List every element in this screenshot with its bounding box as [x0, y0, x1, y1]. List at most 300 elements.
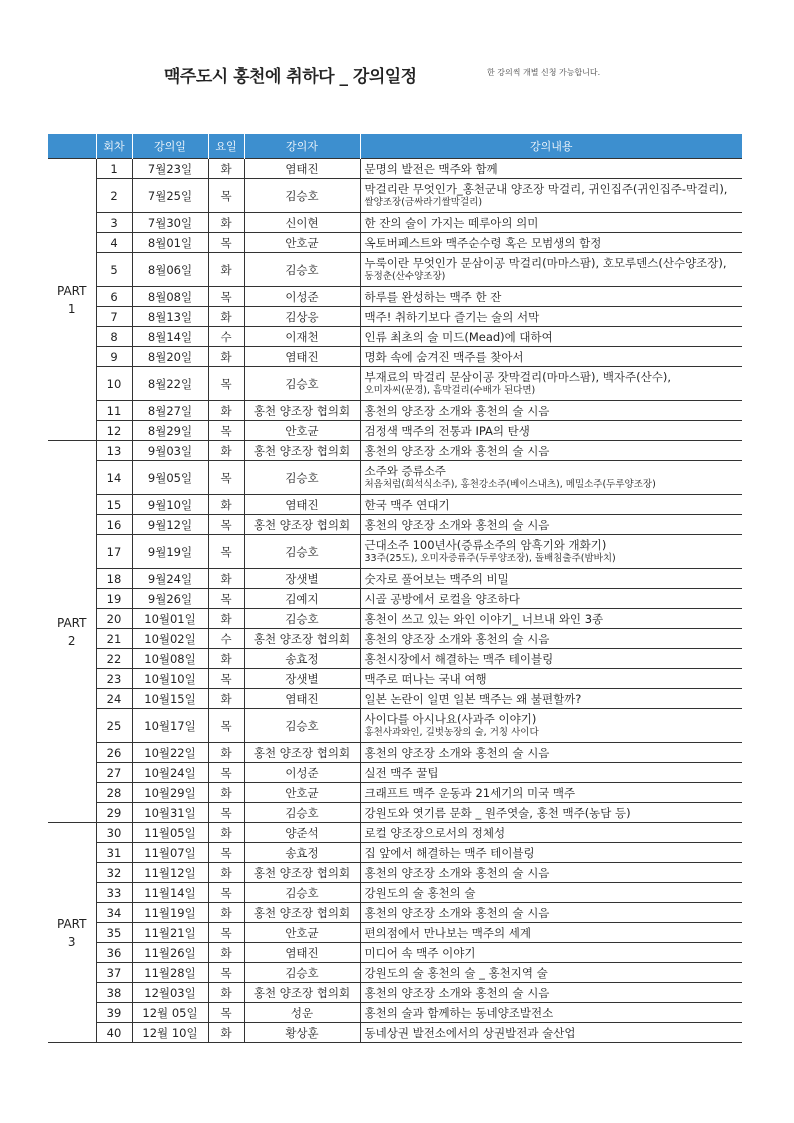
lecturer-cell: 홍천 양조장 협의회 [244, 863, 360, 883]
table-row [48, 367, 742, 401]
lecture-date-cell: 8월27일 [132, 401, 208, 421]
weekday-cell: 수 [208, 629, 244, 649]
lecturer-cell: 이재천 [244, 327, 360, 347]
lecture-content-cell [360, 609, 742, 629]
lecture-content-text: 홍천이 쓰고 있는 와인 이야기_ 너브내 와인 3종 [364, 611, 604, 626]
lecture-content-detail: 33주(25도), 오미자증류주(두루양조장), 돌배침출주(밤바치) [364, 553, 616, 564]
lecture-content-cell [360, 179, 742, 213]
lecturer-cell: 김승호 [244, 461, 360, 495]
lecture-content-cell [360, 159, 742, 179]
lecturer-cell: 이성준 [244, 763, 360, 783]
session-number-cell: 16 [96, 515, 132, 535]
lecture-content-cell [360, 1023, 742, 1043]
lecturer-cell: 홍천 양조장 협의회 [244, 983, 360, 1003]
part-label [48, 441, 96, 823]
weekday-cell: 목 [208, 179, 244, 213]
lecture-content-text: 숫자로 풀어보는 맥주의 비밀 [364, 571, 509, 586]
lecture-content-text: 문명의 발전은 맥주와 함께 [364, 161, 498, 176]
table-row [48, 589, 742, 609]
session-number-cell: 32 [96, 863, 132, 883]
lecture-content-cell [360, 669, 742, 689]
table-row [48, 943, 742, 963]
lecture-date-cell: 9월12일 [132, 515, 208, 535]
lecture-date-cell: 8월01일 [132, 233, 208, 253]
lecture-content-cell [360, 441, 742, 461]
lecturer-cell: 홍천 양조장 협의회 [244, 629, 360, 649]
lecturer-cell: 김승호 [244, 709, 360, 743]
weekday-cell: 목 [208, 461, 244, 495]
lecture-content-cell [360, 709, 742, 743]
session-number-cell: 6 [96, 287, 132, 307]
weekday-cell: 화 [208, 401, 244, 421]
session-number-cell: 29 [96, 803, 132, 823]
lecturer-cell: 송효정 [244, 649, 360, 669]
weekday-cell: 목 [208, 421, 244, 441]
session-number-cell: 37 [96, 963, 132, 983]
lecture-date-cell: 10월29일 [132, 783, 208, 803]
table-row [48, 843, 742, 863]
lecture-date-cell: 8월29일 [132, 421, 208, 441]
session-number-cell: 31 [96, 843, 132, 863]
lecture-date-cell: 9월03일 [132, 441, 208, 461]
session-number-cell: 35 [96, 923, 132, 943]
lecturer-cell: 김승호 [244, 883, 360, 903]
lecturer-cell: 장샛별 [244, 569, 360, 589]
lecture-content-text: 한 잔의 술이 가지는 떼루아의 의미 [364, 215, 539, 230]
column-header-date: 강의일 [132, 134, 208, 159]
lecture-date-cell: 10월31일 [132, 803, 208, 823]
lecture-content-text: 홍천시장에서 해결하는 맥주 테이블링 [364, 651, 554, 666]
session-number-cell: 33 [96, 883, 132, 903]
lecture-date-cell: 10월24일 [132, 763, 208, 783]
lecture-content-detail: 홍천사과와인, 길벗농장의 술, 거칭 사이다 [364, 727, 539, 738]
lecture-content-text: 막걸리란 무엇인가_홍천군내 양조장 막걸리, 귀인집주(귀인집주-막걸리), [364, 182, 728, 196]
page-title: 맥주도시 홍천에 취하다 _ 강의일정 [164, 67, 417, 87]
column-header-part [48, 134, 96, 159]
part-number: 3 [67, 934, 76, 949]
lecture-content-cell [360, 743, 742, 763]
weekday-cell: 화 [208, 495, 244, 515]
lecturer-cell: 염태진 [244, 943, 360, 963]
lecture-date-cell: 7월23일 [132, 159, 208, 179]
lecture-date-cell: 8월06일 [132, 253, 208, 287]
lecture-content-cell [360, 253, 742, 287]
lecturer-cell: 홍천 양조장 협의회 [244, 401, 360, 421]
table-row [48, 923, 742, 943]
weekday-cell: 목 [208, 843, 244, 863]
lecture-date-cell: 9월10일 [132, 495, 208, 515]
lecture-date-cell: 10월17일 [132, 709, 208, 743]
weekday-cell: 화 [208, 689, 244, 709]
lecturer-cell: 장샛별 [244, 669, 360, 689]
session-number-cell: 38 [96, 983, 132, 1003]
weekday-cell: 목 [208, 923, 244, 943]
column-header-weekday: 요일 [208, 134, 244, 159]
lecture-date-cell: 11월05일 [132, 823, 208, 843]
session-number-cell: 23 [96, 669, 132, 689]
table-row [48, 307, 742, 327]
part-label [48, 159, 96, 441]
lecture-content-text: 홍천의 양조장 소개와 홍천의 술 시음 [364, 517, 550, 532]
column-header-session: 회차 [96, 134, 132, 159]
session-number-cell: 2 [96, 179, 132, 213]
session-number-cell: 15 [96, 495, 132, 515]
lecturer-cell: 이성준 [244, 287, 360, 307]
lecturer-cell: 성운 [244, 1003, 360, 1023]
lecture-content-cell [360, 461, 742, 495]
lecture-date-cell: 12월 10일 [132, 1023, 208, 1043]
table-row [48, 1023, 742, 1043]
lecture-date-cell: 10월02일 [132, 629, 208, 649]
document-header [0, 62, 794, 90]
lecture-content-cell [360, 983, 742, 1003]
lecture-content-text: 강원도의 술 홍천의 술 [364, 885, 476, 900]
lecture-date-cell: 12월 05일 [132, 1003, 208, 1023]
part-label-text: PART [57, 615, 87, 630]
table-row [48, 421, 742, 441]
session-number-cell: 14 [96, 461, 132, 495]
table-row [48, 669, 742, 689]
weekday-cell: 화 [208, 783, 244, 803]
session-number-cell: 1 [96, 159, 132, 179]
table-row [48, 883, 742, 903]
lecture-date-cell: 11월07일 [132, 843, 208, 863]
session-number-cell: 20 [96, 609, 132, 629]
weekday-cell: 화 [208, 159, 244, 179]
lecturer-cell: 신이현 [244, 213, 360, 233]
lecture-content-text: 집 앞에서 해결하는 맥주 테이블링 [364, 845, 535, 860]
weekday-cell: 목 [208, 535, 244, 569]
weekday-cell: 화 [208, 1023, 244, 1043]
weekday-cell: 화 [208, 863, 244, 883]
part-label-text: PART [57, 916, 87, 931]
lecture-date-cell: 8월22일 [132, 367, 208, 401]
lecture-content-text: 누룩이란 무엇인가 문삼이공 막걸리(마마스팜), 호모루덴스(산수양조장), [364, 256, 727, 270]
table-row [48, 963, 742, 983]
lecture-content-text: 하루를 완성하는 맥주 한 잔 [364, 289, 502, 304]
table-row [48, 213, 742, 233]
schedule-body [48, 159, 742, 1043]
lecture-content-text: 맥주! 취하기보다 즐기는 술의 서막 [364, 309, 540, 324]
session-number-cell: 4 [96, 233, 132, 253]
lecture-date-cell: 7월30일 [132, 213, 208, 233]
lecture-content-text: 동네상권 발전소에서의 상권발전과 술산업 [364, 1025, 576, 1040]
lecture-content-text: 검정색 맥주의 전통과 IPA의 탄생 [364, 423, 530, 438]
lecturer-cell: 홍천 양조장 협의회 [244, 441, 360, 461]
lecture-content-text: 옥토버페스트와 맥주순수령 혹은 모범생의 함정 [364, 235, 602, 250]
weekday-cell: 목 [208, 515, 244, 535]
weekday-cell: 목 [208, 709, 244, 743]
table-row [48, 1003, 742, 1023]
lecture-content-text: 홍천의 양조장 소개와 홍천의 술 시음 [364, 745, 550, 760]
lecturer-cell: 김승호 [244, 179, 360, 213]
lecture-content-cell [360, 233, 742, 253]
lecture-content-text: 홍천의 양조장 소개와 홍천의 술 시음 [364, 865, 550, 880]
lecture-date-cell: 11월19일 [132, 903, 208, 923]
lecture-content-cell [360, 421, 742, 441]
lecture-content-cell [360, 589, 742, 609]
lecture-content-text: 한국 맥주 연대기 [364, 497, 450, 512]
lecture-date-cell: 8월08일 [132, 287, 208, 307]
weekday-cell: 수 [208, 327, 244, 347]
session-number-cell: 27 [96, 763, 132, 783]
lecture-content-text: 홍천의 양조장 소개와 홍천의 술 시음 [364, 905, 550, 920]
lecture-content-cell [360, 327, 742, 347]
table-row [48, 609, 742, 629]
lecturer-cell: 송효정 [244, 843, 360, 863]
session-number-cell: 3 [96, 213, 132, 233]
lecture-content-text: 근대소주 100년사(증류소주의 암흑기와 개화기) [364, 538, 607, 552]
session-number-cell: 28 [96, 783, 132, 803]
lecturer-cell: 염태진 [244, 159, 360, 179]
lecture-content-cell [360, 367, 742, 401]
session-number-cell: 21 [96, 629, 132, 649]
lecture-date-cell: 10월22일 [132, 743, 208, 763]
session-number-cell: 17 [96, 535, 132, 569]
lecture-content-cell [360, 823, 742, 843]
lecturer-cell: 황상훈 [244, 1023, 360, 1043]
table-row [48, 401, 742, 421]
lecture-content-cell [360, 401, 742, 421]
lecturer-cell: 염태진 [244, 495, 360, 515]
lecture-content-text: 일본 논란이 일면 일본 맥주는 왜 불편할까? [364, 691, 582, 706]
session-number-cell: 5 [96, 253, 132, 287]
lecturer-cell: 김승호 [244, 535, 360, 569]
lecture-date-cell: 10월15일 [132, 689, 208, 709]
lecture-content-cell [360, 213, 742, 233]
weekday-cell: 화 [208, 609, 244, 629]
lecture-content-cell [360, 689, 742, 709]
table-row [48, 287, 742, 307]
weekday-cell: 목 [208, 803, 244, 823]
part-label [48, 823, 96, 1043]
table-row [48, 347, 742, 367]
lecture-date-cell: 11월28일 [132, 963, 208, 983]
lecturer-cell: 염태진 [244, 689, 360, 709]
lecture-content-cell [360, 803, 742, 823]
lecturer-cell: 안호균 [244, 233, 360, 253]
lecture-content-cell [360, 1003, 742, 1023]
table-row [48, 743, 742, 763]
session-number-cell: 25 [96, 709, 132, 743]
lecture-content-cell [360, 863, 742, 883]
lecture-content-text: 크래프트 맥주 운동과 21세기의 미국 맥주 [364, 785, 576, 800]
lecture-content-text: 명화 속에 숨겨진 맥주를 찾아서 [364, 349, 524, 364]
lecturer-cell: 김승호 [244, 803, 360, 823]
lecture-content-cell [360, 515, 742, 535]
session-number-cell: 8 [96, 327, 132, 347]
lecture-content-cell [360, 535, 742, 569]
session-number-cell: 36 [96, 943, 132, 963]
table-row [48, 649, 742, 669]
table-row [48, 689, 742, 709]
weekday-cell: 화 [208, 307, 244, 327]
weekday-cell: 목 [208, 669, 244, 689]
weekday-cell: 화 [208, 649, 244, 669]
lecturer-cell: 김상응 [244, 307, 360, 327]
table-row [48, 763, 742, 783]
lecturer-cell: 김승호 [244, 367, 360, 401]
lecture-content-cell [360, 495, 742, 515]
lecture-content-cell [360, 307, 742, 327]
lecturer-cell: 양준석 [244, 823, 360, 843]
lecture-content-text: 사이다를 아시나요(사과주 이야기) [364, 712, 537, 726]
session-number-cell: 11 [96, 401, 132, 421]
lecture-content-text: 로컬 양조장으로서의 정체성 [364, 825, 506, 840]
table-row [48, 783, 742, 803]
column-header-lecturer: 강의자 [244, 134, 360, 159]
session-number-cell: 24 [96, 689, 132, 709]
table-row [48, 983, 742, 1003]
part-label-text: PART [57, 283, 87, 298]
weekday-cell: 화 [208, 441, 244, 461]
weekday-cell: 화 [208, 569, 244, 589]
table-row [48, 179, 742, 213]
weekday-cell: 화 [208, 943, 244, 963]
lecture-content-detail: 쌀양조장(금싸라기쌀막걸리) [364, 197, 483, 208]
lecture-content-text: 소주와 증류소주 [364, 464, 446, 478]
table-row [48, 233, 742, 253]
table-row [48, 535, 742, 569]
lecture-content-text: 실전 맥주 꿀팁 [364, 765, 439, 780]
lecture-date-cell: 8월13일 [132, 307, 208, 327]
lecture-content-cell [360, 923, 742, 943]
lecture-date-cell: 11월12일 [132, 863, 208, 883]
lecture-content-text: 미디어 속 맥주 이야기 [364, 945, 476, 960]
weekday-cell: 화 [208, 743, 244, 763]
lecturer-cell: 김승호 [244, 253, 360, 287]
lecture-content-text: 홍천의 양조장 소개와 홍천의 술 시음 [364, 985, 550, 1000]
lecture-content-cell [360, 629, 742, 649]
table-row [48, 823, 742, 843]
lecture-content-cell [360, 903, 742, 923]
lecture-schedule-table [48, 134, 742, 1043]
weekday-cell: 화 [208, 983, 244, 1003]
lecturer-cell: 염태진 [244, 347, 360, 367]
lecture-content-cell [360, 347, 742, 367]
lecturer-cell: 김승호 [244, 963, 360, 983]
weekday-cell: 목 [208, 589, 244, 609]
lecture-date-cell: 11월21일 [132, 923, 208, 943]
session-number-cell: 13 [96, 441, 132, 461]
lecturer-cell: 안호균 [244, 923, 360, 943]
session-number-cell: 10 [96, 367, 132, 401]
weekday-cell: 목 [208, 963, 244, 983]
weekday-cell: 화 [208, 903, 244, 923]
part-number: 2 [67, 633, 76, 648]
column-header-content: 강의내용 [360, 134, 742, 159]
session-number-cell: 7 [96, 307, 132, 327]
lecture-content-detail: 동정춘(산수양조장) [364, 271, 446, 282]
table-row [48, 709, 742, 743]
lecture-date-cell: 9월26일 [132, 589, 208, 609]
lecturer-cell: 홍천 양조장 협의회 [244, 743, 360, 763]
lecture-date-cell: 9월24일 [132, 569, 208, 589]
session-number-cell: 22 [96, 649, 132, 669]
table-header-row [48, 134, 742, 159]
lecturer-cell: 김승호 [244, 609, 360, 629]
weekday-cell: 화 [208, 213, 244, 233]
weekday-cell: 화 [208, 253, 244, 287]
lecture-content-detail: 오미자씨(문경), 흠막걸리(수배가 된다면) [364, 385, 536, 396]
lecture-content-text: 홍천의 양조장 소개와 홍천의 술 시음 [364, 631, 550, 646]
lecture-date-cell: 9월19일 [132, 535, 208, 569]
lecture-content-text: 홍천의 양조장 소개와 홍천의 술 시음 [364, 443, 550, 458]
table-row [48, 903, 742, 923]
weekday-cell: 화 [208, 823, 244, 843]
lecture-content-cell [360, 569, 742, 589]
table-row [48, 569, 742, 589]
table-row [48, 495, 742, 515]
lecture-date-cell: 9월05일 [132, 461, 208, 495]
session-number-cell: 34 [96, 903, 132, 923]
page-subtitle: 한 강의씩 개별 신청 가능합니다. [487, 68, 601, 77]
session-number-cell: 40 [96, 1023, 132, 1043]
table-row [48, 803, 742, 823]
weekday-cell: 목 [208, 367, 244, 401]
table-row [48, 441, 742, 461]
lecture-content-cell [360, 783, 742, 803]
session-number-cell: 39 [96, 1003, 132, 1023]
lecturer-cell: 안호균 [244, 421, 360, 441]
table-row [48, 629, 742, 649]
lecture-date-cell: 10월10일 [132, 669, 208, 689]
lecture-content-cell [360, 649, 742, 669]
weekday-cell: 목 [208, 763, 244, 783]
session-number-cell: 26 [96, 743, 132, 763]
lecturer-cell: 안호균 [244, 783, 360, 803]
lecture-content-text: 인류 최초의 술 미드(Mead)에 대하여 [364, 329, 553, 344]
lecture-content-detail: 처음처럼(희석식소주), 홍천강소주(베이스내츠), 메밀소주(두루양조장) [364, 479, 656, 490]
table-row [48, 461, 742, 495]
lecture-content-text: 홍천의 술과 함께하는 동네양조발전소 [364, 1005, 554, 1020]
weekday-cell: 목 [208, 287, 244, 307]
lecture-content-text: 맥주로 떠나는 국내 여행 [364, 671, 487, 686]
lecture-date-cell: 8월20일 [132, 347, 208, 367]
lecture-content-cell [360, 287, 742, 307]
table-row [48, 159, 742, 179]
lecture-content-cell [360, 963, 742, 983]
table-row [48, 253, 742, 287]
table-row [48, 515, 742, 535]
weekday-cell: 목 [208, 1003, 244, 1023]
lecture-content-cell [360, 943, 742, 963]
lecturer-cell: 홍천 양조장 협의회 [244, 903, 360, 923]
session-number-cell: 12 [96, 421, 132, 441]
lecture-content-text: 시골 공방에서 로컬을 양조하다 [364, 591, 520, 606]
lecture-content-text: 부재료의 막걸리 문삼이공 잣막걸리(마마스팜), 백자주(산수), [364, 370, 671, 384]
weekday-cell: 목 [208, 883, 244, 903]
lecture-content-text: 강원도와 엿기름 문화 _ 원주엿술, 홍천 맥주(농담 등) [364, 805, 631, 820]
lecture-content-cell [360, 883, 742, 903]
lecture-date-cell: 8월14일 [132, 327, 208, 347]
lecture-content-cell [360, 843, 742, 863]
session-number-cell: 19 [96, 589, 132, 609]
lecture-date-cell: 10월01일 [132, 609, 208, 629]
session-number-cell: 9 [96, 347, 132, 367]
table-row [48, 863, 742, 883]
lecture-date-cell: 11월26일 [132, 943, 208, 963]
lecture-date-cell: 11월14일 [132, 883, 208, 903]
session-number-cell: 18 [96, 569, 132, 589]
weekday-cell: 목 [208, 233, 244, 253]
lecture-date-cell: 10월08일 [132, 649, 208, 669]
session-number-cell: 30 [96, 823, 132, 843]
lecturer-cell: 김예지 [244, 589, 360, 609]
lecture-content-text: 홍천의 양조장 소개와 홍천의 술 시음 [364, 403, 550, 418]
table-row [48, 327, 742, 347]
lecture-content-text: 편의점에서 만나보는 맥주의 세계 [364, 925, 531, 940]
